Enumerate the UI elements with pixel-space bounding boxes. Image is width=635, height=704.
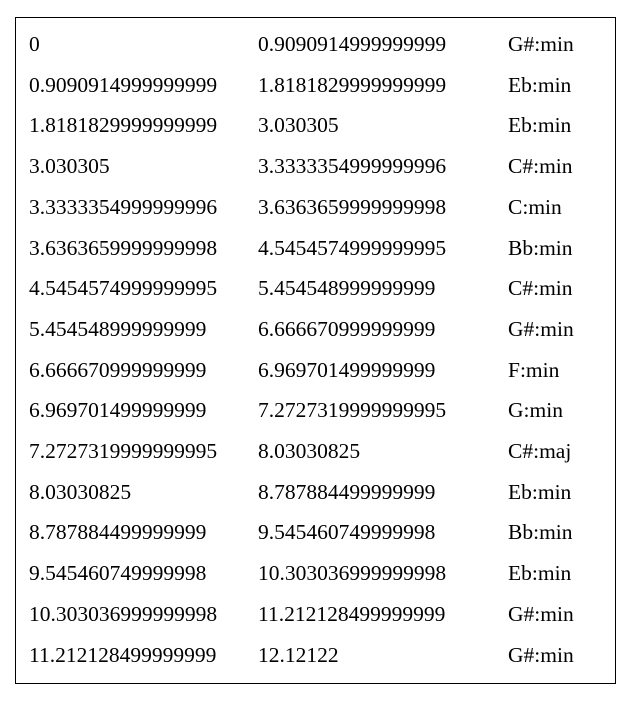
start-time-cell: 6.969701499999999 (29, 398, 207, 423)
end-time-cell: 3.6363659999999998 (258, 194, 447, 219)
end-time-cell: 8.03030825 (258, 439, 361, 464)
end-time-cell: 4.5454574999999995 (258, 235, 447, 260)
end-time-cell: 12.12122 (258, 642, 339, 667)
table-row (29, 472, 598, 513)
chord-label-cell: G#:min (508, 32, 574, 56)
chord-label-cell: Eb:min (508, 113, 572, 138)
table-row (29, 390, 598, 431)
end-time-cell: 7.2727319999999995 (258, 398, 447, 423)
table-row (29, 635, 598, 676)
chord-label-cell: G#:min (508, 316, 574, 341)
start-time-cell: 3.6363659999999998 (29, 235, 218, 260)
end-time-cell: 6.969701499999999 (258, 357, 436, 382)
chord-label-cell: Bb:min (508, 520, 573, 545)
table-row (29, 431, 598, 472)
start-time-cell: 6.666670999999999 (29, 357, 207, 382)
chord-label-cell: C#:min (508, 154, 573, 179)
chord-label-cell: G#:min (508, 601, 574, 626)
chord-label-cell: F:min (508, 357, 560, 382)
chord-table (29, 24, 598, 675)
chord-label-cell: C#:maj (508, 439, 572, 464)
table-row (29, 350, 598, 391)
table-row (29, 24, 598, 65)
end-time-cell: 6.666670999999999 (258, 316, 436, 341)
table-row (29, 187, 598, 228)
start-time-cell: 11.212128499999999 (29, 642, 217, 667)
chord-label-cell: G#:min (508, 642, 574, 667)
start-time-cell: 5.454548999999999 (29, 316, 207, 341)
start-time-cell: 0.9090914999999999 (29, 72, 218, 97)
end-time-cell: 3.3333354999999996 (258, 154, 447, 179)
end-time-cell: 8.787884499999999 (258, 479, 436, 504)
table-row (29, 553, 598, 594)
end-time-cell: 1.8181829999999999 (258, 72, 447, 97)
chord-label-cell: C:min (508, 194, 562, 219)
start-time-cell: 10.303036999999998 (29, 601, 218, 626)
chord-label-cell: Eb:min (508, 479, 572, 504)
start-time-cell: 4.5454574999999995 (29, 276, 218, 301)
chord-label-cell: C#:min (508, 276, 573, 301)
chord-table-frame (15, 17, 616, 684)
table-row (29, 105, 598, 146)
chord-label-cell: Eb:min (508, 72, 572, 97)
start-time-cell: 3.030305 (29, 154, 110, 179)
start-time-cell: 7.2727319999999995 (29, 439, 218, 464)
table-row (29, 268, 598, 309)
chord-table-body (29, 24, 598, 675)
table-row (29, 228, 598, 269)
start-time-cell: 9.545460749999998 (29, 561, 207, 586)
chord-label-cell: G:min (508, 398, 563, 423)
start-time-cell: 1.8181829999999999 (29, 113, 218, 138)
end-time-cell: 9.545460749999998 (258, 520, 436, 545)
end-time-cell: 11.212128499999999 (258, 601, 446, 626)
start-time-cell: 8.787884499999999 (29, 520, 207, 545)
table-row (29, 65, 598, 106)
start-time-cell: 0 (29, 32, 40, 56)
chord-label-cell: Bb:min (508, 235, 573, 260)
chord-label-cell: Eb:min (508, 561, 572, 586)
table-row (29, 512, 598, 553)
table-row (29, 594, 598, 635)
end-time-cell: 0.9090914999999999 (258, 32, 447, 56)
end-time-cell: 3.030305 (258, 113, 339, 138)
end-time-cell: 5.454548999999999 (258, 276, 436, 301)
end-time-cell: 10.303036999999998 (258, 561, 447, 586)
table-row (29, 309, 598, 350)
start-time-cell: 3.3333354999999996 (29, 194, 218, 219)
start-time-cell: 8.03030825 (29, 479, 132, 504)
table-row (29, 146, 598, 187)
